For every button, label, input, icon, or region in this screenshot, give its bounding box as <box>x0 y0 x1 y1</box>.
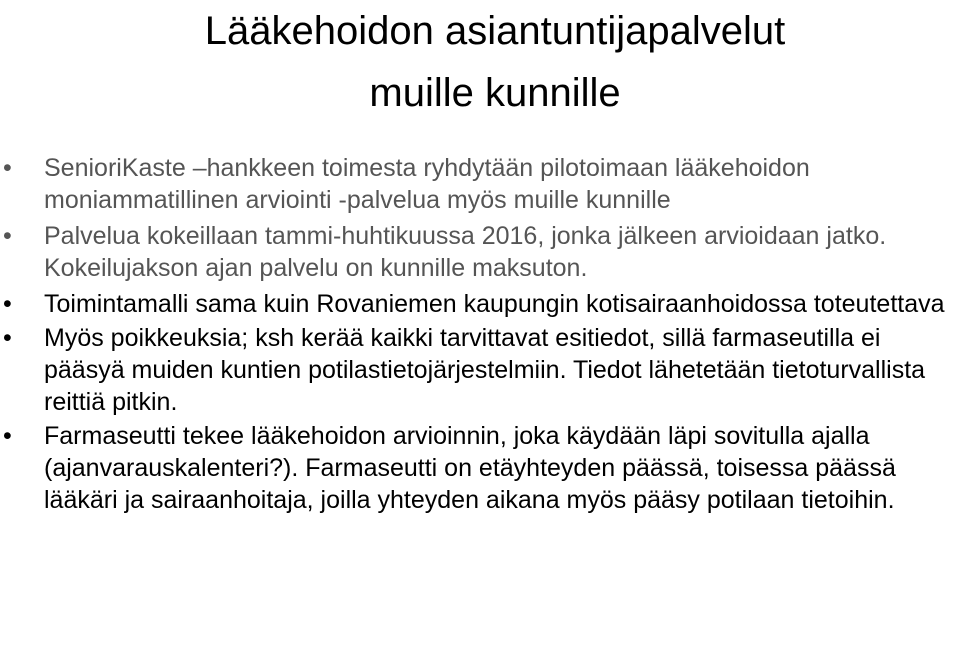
bullet-dot-icon: • <box>3 324 12 352</box>
bullet-item-5 <box>0 420 960 516</box>
bullet-item-1 <box>0 152 960 216</box>
bullet-item-2 <box>0 220 960 284</box>
bullet-item-3 <box>0 288 960 320</box>
bullet-text-1: SenioriKaste –hankkeen toimesta ryhdytään pilotoimaan lääkehoidon moniammatillinen arviointi -palvelua myös muille kunnille <box>44 154 810 214</box>
bullet-text-3: Toimintamalli sama kuin Rovaniemen kaupungin kotisairaanhoidossa toteutettava <box>44 290 945 318</box>
bullet-text-4: Myös poikkeuksia; ksh kerää kaikki tarvittavat esitiedot, sillä farmaseutilla ei pääsyä muiden kuntien potilastietojärjestelmiin. Tiedot lähetetään tietoturvallista reittiä pitkin. <box>44 324 926 416</box>
bullet-list <box>0 152 960 518</box>
bullet-text-2: Palvelua kokeillaan tammi-huhtikuussa 2016, jonka jälkeen arvioidaan jatko. Kokeilujakson ajan palvelu on kunnille maksuton. <box>44 222 887 282</box>
bullet-dot-icon: • <box>3 154 12 182</box>
slide-title-line-2: muille kunnille <box>369 71 621 115</box>
bullet-text-5: Farmaseutti tekee lääkehoidon arvioinnin, joka käydään läpi sovitulla ajalla (ajanvarauskalenteri?). Farmaseutti on etäyhteyden päässä, toisessa päässä lääkäri ja sairaanhoitaja, joilla yhteyden aikana myös pääsy potilaan tietoihin. <box>44 422 896 514</box>
bullet-dot-icon: • <box>3 422 12 450</box>
bullet-dot-icon: • <box>3 222 12 250</box>
bullet-item-4 <box>0 322 960 418</box>
slide-title-line-1: Lääkehoidon asiantuntijapalvelut <box>204 9 786 53</box>
bullet-dot-icon: • <box>3 290 12 318</box>
slide-title <box>0 0 960 124</box>
